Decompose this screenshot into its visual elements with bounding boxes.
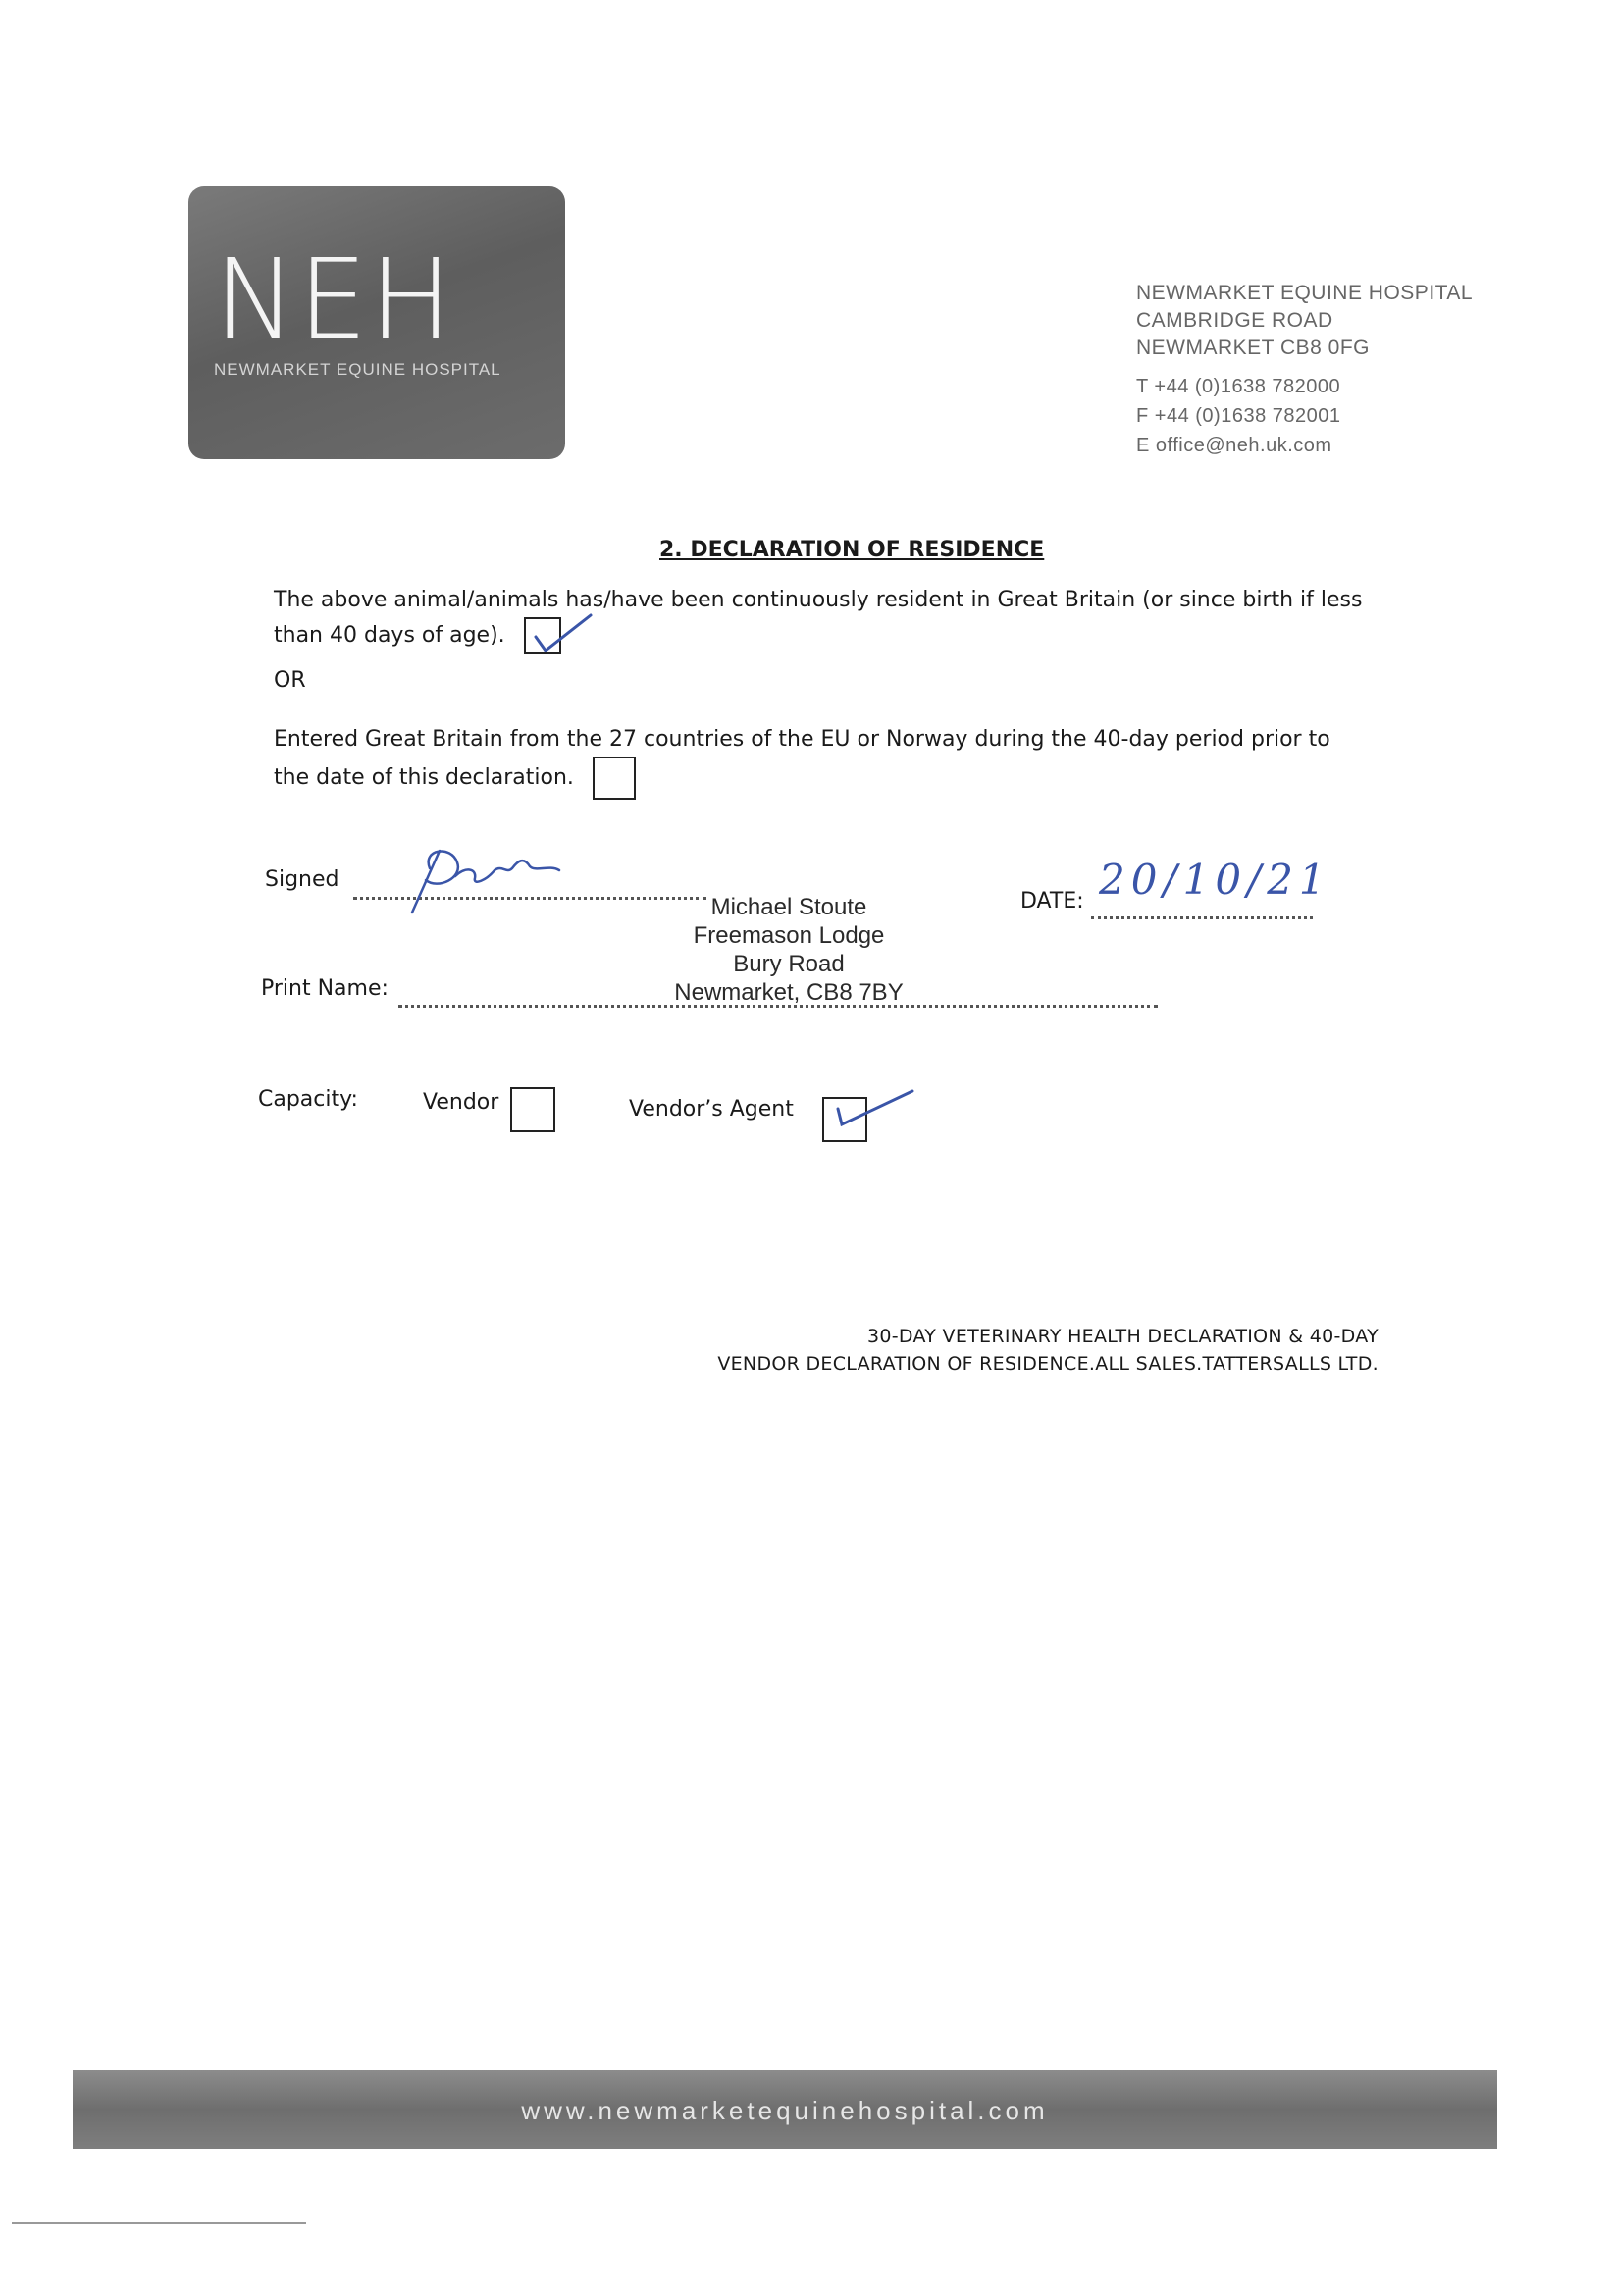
checkmark-icon [830,1083,918,1132]
or-label: OR [274,668,306,693]
signature-mark [392,839,579,917]
address-name: NEWMARKET EQUINE HOSPITAL [1136,282,1474,304]
vendors-agent-label: Vendor’s Agent [629,1097,794,1122]
option2-line1: Entered Great Britain from the 27 countries of the EU or Norway during the 40-day period prior to [274,727,1330,752]
neh-logo [188,186,565,459]
stamp-line3: Bury Road [733,951,845,977]
date-label: DATE: [1020,889,1084,913]
page-edge-rule [12,2222,306,2224]
capacity-label: Capacity: [258,1087,358,1112]
option2-text [274,723,1330,800]
address-town: NEWMARKET CB8 0FG [1136,337,1370,359]
option2-checkbox[interactable] [593,757,636,800]
print-name-label: Print Name: [261,976,389,1001]
address-fax: F +44 (0)1638 782001 [1136,405,1341,427]
date-line [1091,916,1313,919]
option1-checkbox[interactable] [524,617,561,654]
section-heading: 2. DECLARATION OF RESIDENCE [659,538,1045,562]
vendor-checkbox[interactable] [510,1087,555,1132]
option1-line2: than 40 days of age). [274,623,505,648]
hospital-address [1136,280,1473,460]
website-banner [73,2070,1497,2149]
stamp-line2: Freemason Lodge [693,922,885,949]
footer-line1: 30-DAY VETERINARY HEALTH DECLARATION & 40-DAY [866,1326,1379,1347]
address-street: CAMBRIDGE ROAD [1136,309,1333,332]
vendors-agent-checkbox[interactable] [822,1097,867,1142]
address-phone: T +44 (0)1638 782000 [1136,376,1341,397]
logo-mark: NEH [214,236,454,364]
signed-label: Signed [265,867,339,892]
logo-subtitle: NEWMARKET EQUINE HOSPITAL [214,360,501,379]
vendor-label: Vendor [423,1090,499,1115]
website-url: www.newmarketequinehospital.com [521,2096,1049,2125]
name-stamp [663,893,914,1007]
option1-text [274,584,1362,654]
option1-line1: The above animal/animals has/have been continuously resident in Great Britain (or since birth if less [274,588,1363,612]
print-name-line [398,1005,1158,1008]
date-value: 20/10/21 [1099,856,1331,904]
footer-line2: VENDOR DECLARATION OF RESIDENCE.ALL SALES.TATTERSALLS LTD. [717,1353,1379,1375]
stamp-name: Michael Stoute [710,894,867,920]
form-footer-note [687,1323,1379,1378]
option2-line2: the date of this declaration. [274,765,574,790]
checkmark-icon [528,609,597,658]
stamp-line4: Newmarket, CB8 7BY [674,979,904,1006]
address-email: E office@neh.uk.com [1136,435,1332,456]
